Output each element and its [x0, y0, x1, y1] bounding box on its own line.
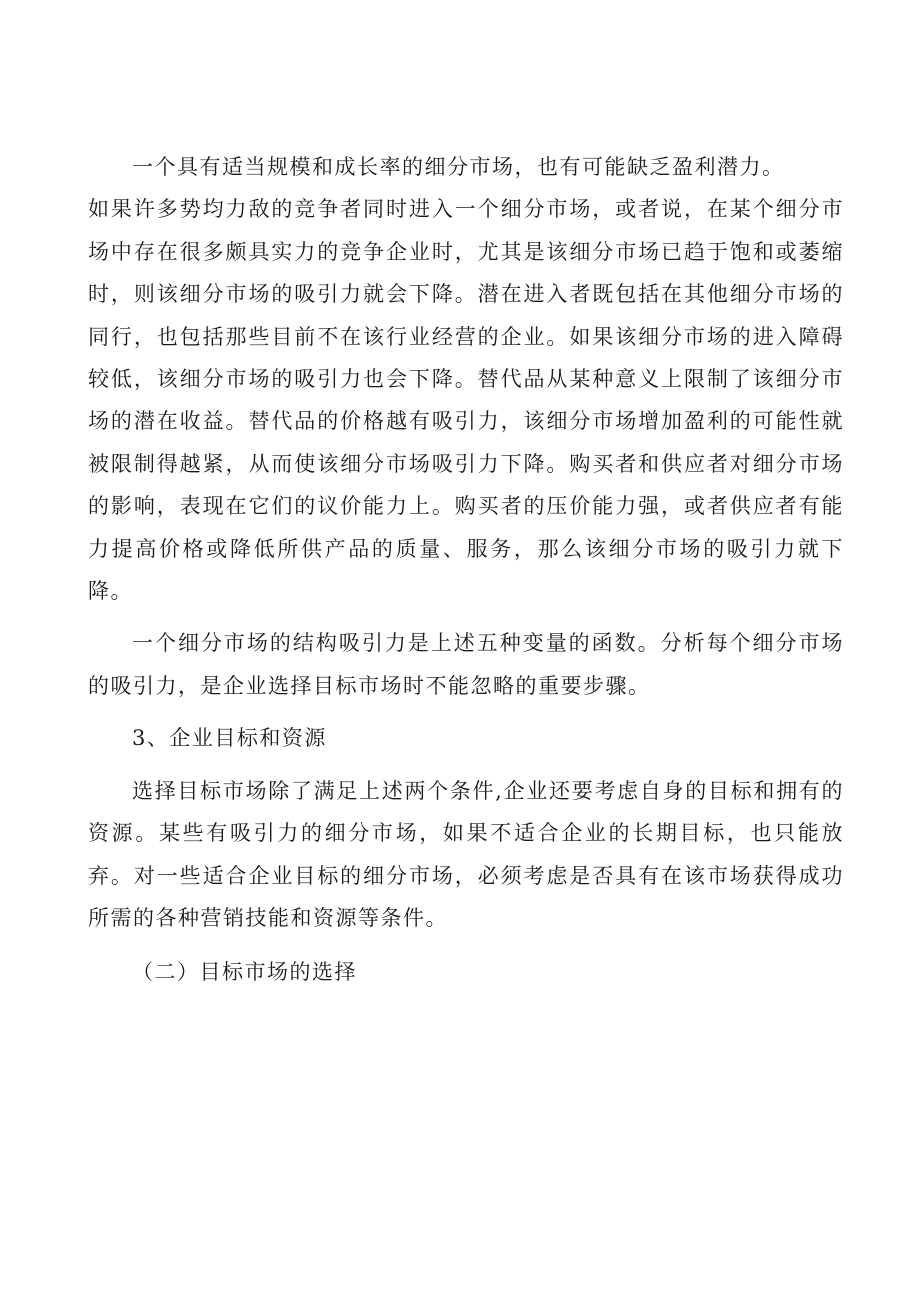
paragraph-1-first-line: 一个具有适当规模和成长率的细分市场，也有可能缺乏盈利潜力。	[132, 155, 785, 179]
paragraph-2: 一个细分市场的结构吸引力是上述五种变量的函数。分析每个细分市场的吸引力，是企业选择目标市场时不能忽略的重要步骤。	[88, 631, 844, 698]
section-heading-3: 3、企业目标和资源	[132, 726, 327, 751]
paragraph-3: 选择目标市场除了满足上述两个条件,企业还要考虑自身的目标和拥有的资源。某些有吸引力的细分市场，如果不适合企业的长期目标，也只能放弃。对一些适合企业目标的细分市场，必须考虑是否具有在该市场获得成功所需的各种营销技能和资源等条件。	[88, 778, 844, 930]
document-page	[88, 146, 844, 994]
paragraph-1-body: 如果许多势均力敌的竞争者同时进入一个细分市场，或者说，在某个细分市场中存在很多颇具实力的竞争企业时，尤其是该细分市场已趋于饱和或萎缩时，则该细分市场的吸引力就会下降。潜在进入者既包括在其他细分市场的同行，也包括那些目前不在该行业经营的企业。如果该细分市场的进入障碍较低，该细分市场的吸引力也会下降。替代品从某种意义上限制了该细分市场的潜在收益。替代品的价格越有吸引力，该细分市场增加盈利的可能性就被限制得越紧，从而使该细分市场吸引力下降。购买者和供应者对细分市场的影响，表现在它们的议价能力上。购买者的压价能力强，或者供应者有能力提高价格或降低所供产品的质量、服务，那么该细分市场的吸引力就下降。	[88, 197, 844, 604]
subsection-heading: （二）目标市场的选择	[132, 960, 357, 985]
